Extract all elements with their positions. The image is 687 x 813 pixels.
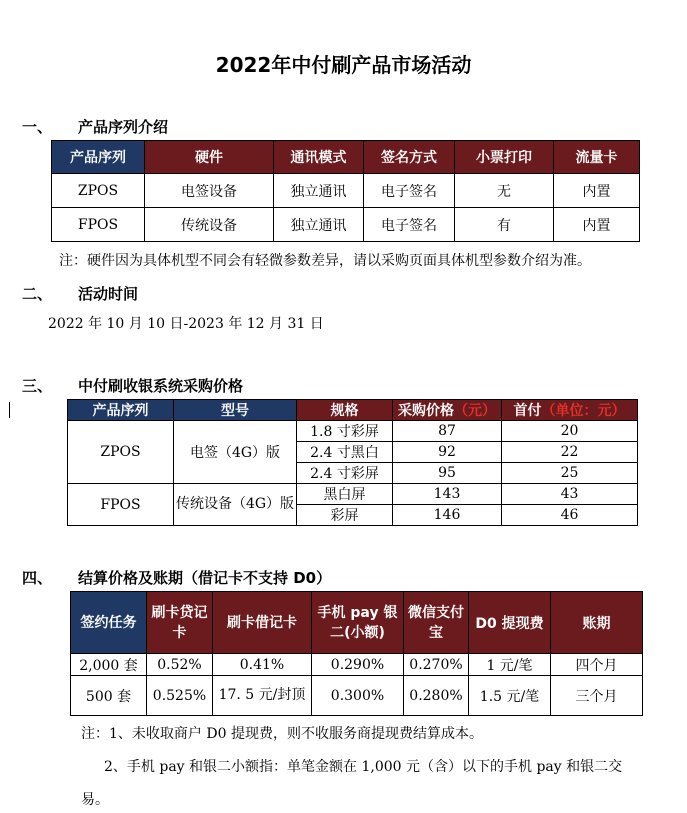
cell: 500 套 — [71, 676, 147, 716]
header-mobile-pay: 手机 pay 银二(小额) — [312, 592, 404, 654]
table-row — [52, 174, 640, 208]
cell: 独立通讯 — [274, 208, 364, 242]
section-2-number: 二、 — [22, 285, 53, 303]
cell-model-zpos: 电签（4G）版 — [174, 421, 297, 484]
header-receipt-print: 小票打印 — [455, 141, 554, 174]
cell: 传统设备 — [145, 208, 274, 242]
cell: 有 — [455, 208, 554, 242]
cell: 92 — [393, 442, 502, 463]
header-spec: 规格 — [297, 400, 393, 421]
cell: 内置 — [554, 208, 640, 242]
section-3-title: 中付刷收银系统采购价格 — [78, 377, 244, 395]
section-1-number: 一、 — [22, 118, 53, 136]
header-purchase-price-unit: （元） — [454, 403, 496, 419]
table-row — [68, 421, 638, 442]
cell: 无 — [455, 174, 554, 208]
section-4-note-2: 2、手机 pay 和银二小额指：单笔金额在 1,000 元（含）以下的手机 pay 和银二交 — [104, 759, 623, 775]
cell-series-zpos: ZPOS — [68, 421, 174, 484]
section-2-title: 活动时间 — [78, 285, 139, 303]
header-sign-method: 签名方式 — [364, 141, 455, 174]
section-4-note-3: 易。 — [81, 792, 109, 808]
cell: 独立通讯 — [274, 174, 364, 208]
cell: 0.300% — [312, 676, 404, 716]
header-wechat-alipay: 微信支付宝 — [404, 592, 469, 654]
cell: 黑白屏 — [297, 484, 393, 505]
cell: 四个月 — [551, 654, 643, 676]
purchase-price-table — [67, 399, 638, 526]
section-4-note-1: 注：1、未收取商户 D0 提现费，则不收服务商提现费结算成本。 — [81, 726, 483, 742]
section-4-title: 结算价格及账期（借记卡不支持 D0） — [78, 569, 332, 587]
cell: 20 — [502, 421, 638, 442]
header-hardware: 硬件 — [145, 141, 274, 174]
cell: 0.52% — [147, 654, 213, 676]
cell: 87 — [393, 421, 502, 442]
cell: 17. 5 元/封顶 — [213, 676, 312, 716]
header-settlement-period: 账期 — [551, 592, 643, 654]
cell-model-fpos: 传统设备（4G）版 — [174, 484, 297, 526]
header-down-payment-label: 首付 — [513, 403, 542, 419]
table-row — [71, 676, 643, 716]
cell: 1 元/笔 — [469, 654, 551, 676]
header-credit-card: 刷卡贷记卡 — [147, 592, 213, 654]
table-row — [52, 208, 640, 242]
section-3-number: 三、 — [22, 377, 53, 395]
header-d0-fee: D0 提现费 — [469, 592, 551, 654]
activity-period: 2022 年 10 月 10 日-2023 年 12 月 31 日 — [48, 316, 324, 332]
section-4-number: 四、 — [22, 569, 53, 587]
header-model: 型号 — [174, 400, 297, 421]
cell: 电子签名 — [364, 208, 455, 242]
product-series-table — [51, 140, 640, 242]
header-product-series: 产品序列 — [68, 400, 174, 421]
cell: 2.4 寸彩屏 — [297, 463, 393, 484]
cell: 彩屏 — [297, 505, 393, 526]
cell: 25 — [502, 463, 638, 484]
cell: 1.5 元/笔 — [469, 676, 551, 716]
table-row — [68, 484, 638, 505]
cell: 0.525% — [147, 676, 213, 716]
cell: 22 — [502, 442, 638, 463]
cell: FPOS — [52, 208, 145, 242]
header-product-series: 产品序列 — [52, 141, 145, 174]
cell: 电签设备 — [145, 174, 274, 208]
cell: 电子签名 — [364, 174, 455, 208]
text-cursor — [9, 402, 10, 418]
cell: 43 — [502, 484, 638, 505]
header-purchase-price — [393, 400, 502, 421]
cell: 1.8 寸彩屏 — [297, 421, 393, 442]
cell-series-fpos: FPOS — [68, 484, 174, 526]
header-contract-task: 签约任务 — [71, 592, 147, 654]
cell: 0.270% — [404, 654, 469, 676]
header-debit-card: 刷卡借记卡 — [213, 592, 312, 654]
cell: 2.4 寸黑白 — [297, 442, 393, 463]
section-1-title: 产品序列介绍 — [78, 118, 169, 136]
page-title: 2022年中付刷产品市场活动 — [215, 53, 472, 77]
cell: 三个月 — [551, 676, 643, 716]
header-data-card: 流量卡 — [554, 141, 640, 174]
cell: 143 — [393, 484, 502, 505]
cell: 2,000 套 — [71, 654, 147, 676]
cell: 0.280% — [404, 676, 469, 716]
header-purchase-price-label: 采购价格 — [398, 403, 454, 419]
cell: 46 — [502, 505, 638, 526]
cell: 0.290% — [312, 654, 404, 676]
section-1-note: 注：硬件因为具体机型不同会有轻微参数差异，请以采购页面具体机型参数介绍为准。 — [59, 253, 591, 269]
header-down-payment — [502, 400, 638, 421]
cell: 0.41% — [213, 654, 312, 676]
cell: 146 — [393, 505, 502, 526]
cell: 95 — [393, 463, 502, 484]
header-comm-mode: 通讯模式 — [274, 141, 364, 174]
header-down-payment-unit: （单位：元） — [541, 403, 626, 419]
cell: ZPOS — [52, 174, 145, 208]
settlement-table — [70, 591, 643, 716]
cell: 内置 — [554, 174, 640, 208]
table-row — [71, 654, 643, 676]
